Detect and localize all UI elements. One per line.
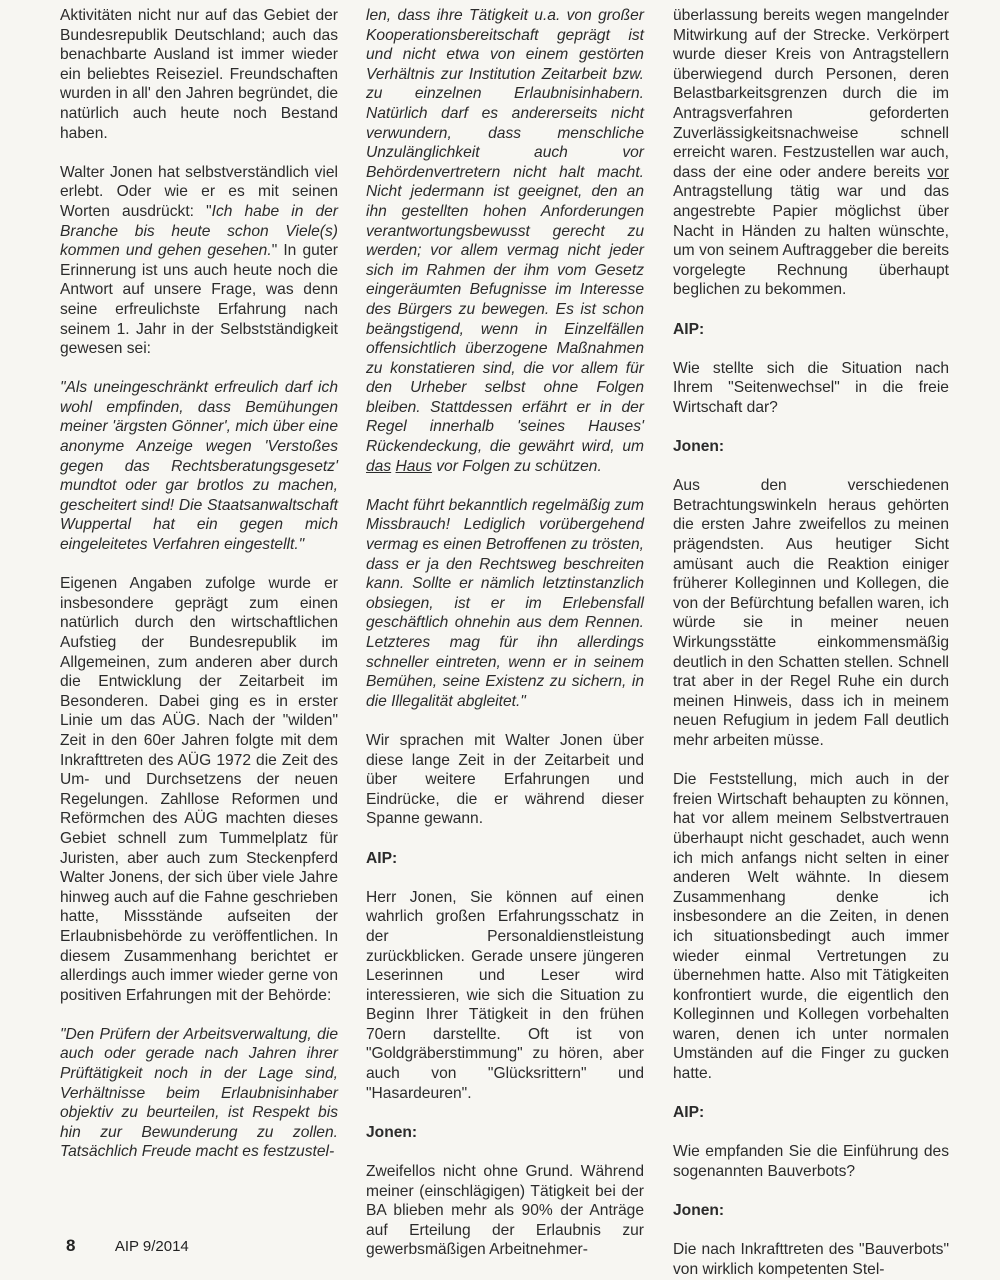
speaker-label-jonen: Jonen: bbox=[673, 1202, 725, 1220]
underlined-word: das bbox=[366, 457, 392, 475]
quote-paragraph: "Den Prüfern der Arbeitsverwaltung, die auch oder gerade nach Jahren ihrer Prüftätigkeit noch in der Lage sind, Verhältnisse beim Erlaubnisinhaber objektiv zu beurteilen, ist Respekt bis hin zur Bewunderung zu zollen. Tatsächlich Freude macht es festzustel- bbox=[60, 1025, 338, 1161]
column-2 bbox=[366, 6, 644, 1260]
underlined-word: Haus bbox=[395, 457, 432, 475]
answer-paragraph: Die Feststellung, mich auch in der freien Wirtschaft behaupten zu können, hat vor allem meinem Selbstvertrauen überhaupt nicht geschadet, auch wenn ich mich anfangs nicht selten in einer anderen Welt wähnte. In diesem Zusammenhang denke ich insbesondere an die Zeiten, in denen ich situationsbedingt auch immer wieder einmal Vertretungen zu übernehmen hatte. Also mit Tätigkeiten konfrontiert wurde, die eigentlich den Kolleginnen und Kollegen vorbehalten waren, denen ich unter normalen Umständen auf die Finger zu gucken hatte. bbox=[673, 771, 949, 1083]
answer-paragraph: Die nach Inkrafttreten des "Bauverbots" von wirklich kompetenten Stel- bbox=[673, 1241, 949, 1278]
column-1 bbox=[60, 6, 338, 1162]
answer-paragraph bbox=[673, 6, 949, 300]
question-paragraph: Wie empfanden Sie die Einführung des sogenannten Bauverbots? bbox=[673, 1143, 949, 1181]
paragraph-text: " In guter Erinnerung ist uns auch heute noch die Antwort auf unsere Frage, was denn seine erfreulichste Erfahrung nach seinem 1. Jahr in der Selbstständigkeit gewesen sei: bbox=[60, 242, 338, 358]
issue-label: AIP 9/2014 bbox=[114, 1238, 189, 1255]
quote-paragraph: "Als uneingeschränkt erfreulich darf ich wohl empfinden, dass Bemühungen meiner 'ärgsten Gönner', mich über eine anonyme Anzeige wegen 'Verstoßes gegen das Rechtsberatungsgesetz' mundtot oder gar brotlos zu machen, gescheitert sind! Die Staatsanwaltschaft Wuppertal hat ein gegen mich eingeleitetes Verfahren eingestellt." bbox=[60, 379, 338, 554]
quote-paragraph: Macht führt bekanntlich regelmäßig zum Missbrauch! Lediglich vorübergehend vermag es einen Betroffenen zu trösten, dass er ja den Rechtsweg beschreiten kann. Sollte er nämlich letztinstanzlich obsiegen, ist er im Erlebensfall geschäftlich ohnehin aus dem Rennen. Letzteres mag für ihn allerdings schneller eintreten, wenn er in seinem Bemühen, seine Existenz zu sichern, in die Illegalität abgleitet." bbox=[366, 496, 644, 710]
page-number: 8 bbox=[66, 1236, 76, 1255]
quote-paragraph bbox=[366, 6, 644, 476]
speaker-label-aip: AIP: bbox=[673, 1104, 705, 1122]
page-footer bbox=[66, 1236, 189, 1256]
question-paragraph: Wie stellte sich die Situation nach Ihrem "Seitenwechsel" in die freie Wirtschaft dar? bbox=[673, 359, 949, 416]
question-paragraph: Herr Jonen, Sie können auf einen wahrlich großen Erfahrungsschatz in der Personaldienstleistung zurückblicken. Gerade unsere jüngeren Leserinnen und Leser wird interessieren, wie sich die Situation zu Beginn Ihrer Tätigkeit in den frühen 70ern darstellte. Oft ist von "Goldgräberstimmung" zu hören, aber auch von "Glücksrittern" und "Hasardeuren". bbox=[366, 888, 644, 1102]
paragraph bbox=[60, 163, 338, 359]
speaker-label-aip: AIP: bbox=[366, 849, 398, 867]
paragraph-text: überlassung bereits wegen mangelnder Mitwirkung auf der Strecke. Verkörpert wurde dieser Kreis von Antragstellern überwiegend durch Personen, deren Belastbarkeitsgrenzen durch die im Antragsverfahren geforderten Zuverlässigkeitsnachweise schnell erreicht waren. Festzustellen war auch, dass der eine oder andere bereits bbox=[673, 7, 949, 181]
answer-paragraph: Zweifellos nicht ohne Grund. Während meiner (einschlägigen) Tätigkeit bei der BA blieben mehr als 90% der Anträge auf Erteilung der Erlaubnis zur gewerbsmäßigen Arbeitnehmer- bbox=[366, 1163, 644, 1259]
answer-paragraph: Aus den verschiedenen Betrachtungswinkeln heraus gehörten die ersten Jahre zweifellos zu meinen prägendsten. Aus heutiger Sicht amüsant auch die Reaktion einiger früherer Kolleginnen und Kollegen, die von der Befürchtung befallen waren, ich würde sie in meiner neuen Wirkungsstätte einkommensmäßig deutlich in den Schatten stellen. Schnell trat aber in der Regel Ruhe ein durch meinen Hinweis, dass ich in meinem neuen Refugium in jedem Fall deutlich mehr arbeiten müsse. bbox=[673, 477, 949, 749]
quote-text: Ich habe in der Branche bis heute schon Viele(s) kommen und gehen gesehen. bbox=[60, 202, 338, 260]
underlined-word: vor bbox=[927, 163, 949, 181]
paragraph: Wir sprachen mit Walter Jonen über diese lange Zeit in der Zeitarbeit und über weitere Erfahrungen und Eindrücke, die er während dieser Spanne gewann. bbox=[366, 731, 644, 828]
quote-text: vor Folgen zu schützen. bbox=[431, 457, 602, 475]
column-3 bbox=[673, 6, 949, 1280]
paragraph-text: Walter Jonen hat selbstverständlich viel erlebt. Oder wie er es mit seinen Worten ausdrückt: " bbox=[60, 163, 338, 220]
speaker-label-jonen: Jonen: bbox=[366, 1123, 418, 1141]
speaker-label-jonen: Jonen: bbox=[673, 438, 725, 456]
quote-text: len, dass ihre Tätigkeit u.a. von großer Kooperationsbereitschaft geprägt ist und nicht etwa von einem gestörten Verhältnis zur Institution Zeitarbeit bzw. zu einzelnen Erlaubnisinhabern. Natürlich darf es andererseits nicht verwundern, dass menschliche Unzulänglichkeit auch vor Behördenvertretern nicht halt macht. Nicht jedermann ist geeignet, den an ihn gestellten hohen Anforderungen verantwortungsbewusst gerecht zu werden; vor allem vermag nicht jeder sich im Rahmen der ihm vom Gesetz eingeräumten Befugnisse im Interesse des Bürgers zu bewegen. Es ist schon beängstigend, wenn in Einzelfällen offensichtlich überzogene Maßnahmen zu konstatieren sind, die vor allem für den Urheber selbst ohne Folgen bleiben. Stattdessen erfährt er in der Regel innerhalb 'seines Hauses' Rückendeckung, die gewährt wird, um bbox=[366, 7, 644, 456]
speaker-label-aip: AIP: bbox=[673, 320, 705, 338]
paragraph: Eigenen Angaben zufolge wurde er insbesondere geprägt zum einen natürlich durch den wirtschaftlichen Aufstieg der Bundesrepublik im Allgemeinen, zum anderen aber durch die Entwicklung der Zeitarbeit im Besonderen. Dabei ging es in erster Linie um das AÜG. Nach der "wilden" Zeit in den 60er Jahren folgte mit dem Inkrafttreten des AÜG 1972 die Zeit des Um- und Durchsetzens der neuen Regelungen. Zahllose Reformen und Reförmchen des AÜG machten dieses Gebiet schnell zum Tummelplatz für Juristen, aber auch zum Steckenpferd Walter Jonens, der sich über viele Jahre hinweg auch auf die Fahne geschrieben hatte, Missstände aufseiten der Erlaubnisbehörde zu veröffentlichen. In diesem Zusammenhang berichtet er allerdings auch immer wieder gerne von positiven Erfahrungen mit der Behörde: bbox=[60, 575, 338, 1004]
paragraph-text: Antragstellung tätig war und das angestrebte Papier möglichst über Nacht in Händen zu halten wünschte, um von seinem Auftraggeber die bereits vorgelegte Rechnung überhaupt beglichen zu bekommen. bbox=[673, 183, 949, 299]
paragraph: Aktivitäten nicht nur auf das Gebiet der Bundesrepublik Deutschland; auch das benachbarte Ausland ist immer wieder ein beliebtes Reiseziel. Freundschaften wurden in all' den Jahren begründet, die natürlich auch heute noch Bestand haben. bbox=[60, 7, 338, 142]
